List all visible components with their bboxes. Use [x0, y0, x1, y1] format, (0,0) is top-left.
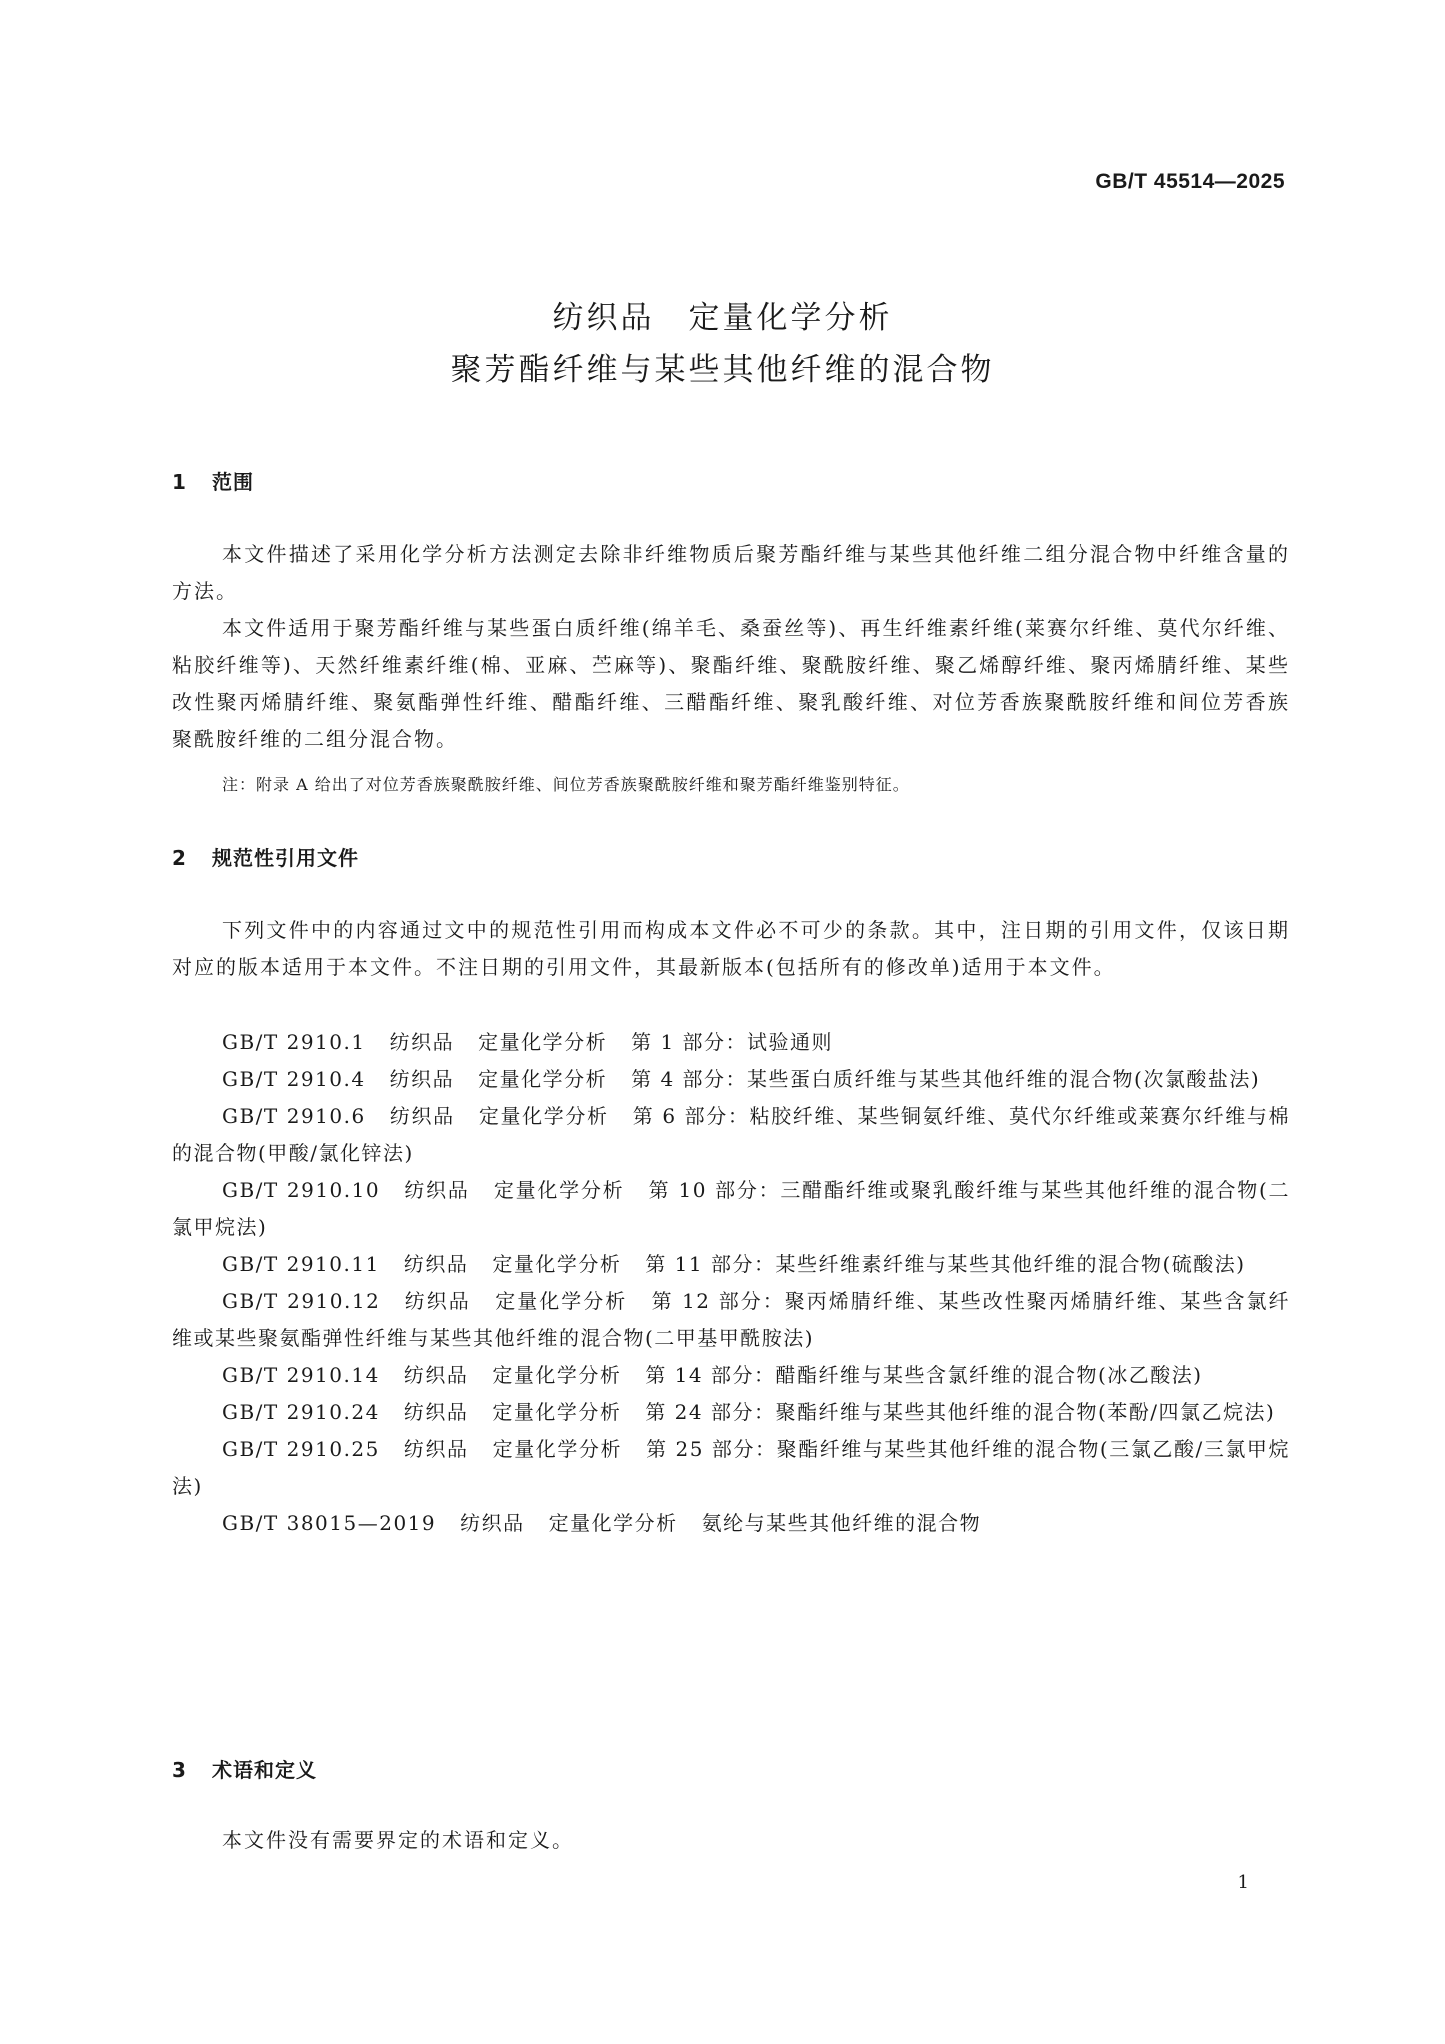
reference-title-part-2: 定量化学分析 [478, 1067, 608, 1091]
reference-code: GB/T 38015—2019 [222, 1511, 437, 1535]
reference-title-part-1: 纺织品 [404, 1178, 470, 1202]
reference-item [172, 1024, 1290, 1061]
scope-paragraph-2: 本文件适用于聚芳酯纤维与某些蛋白质纤维(绵羊毛、桑蚕丝等)、再生纤维素纤维(莱赛尔纤维、莫代尔纤维、粘胶纤维等)、天然纤维素纤维(棉、亚麻、苎麻等)、聚酯纤维、聚酰胺纤维、聚乙烯醇纤维、聚丙烯腈纤维、某些改性聚丙烯腈纤维、聚氨酯弹性纤维、醋酯纤维、三醋酯纤维、聚乳酸纤维、对位芳香族聚酰胺纤维和间位芳香族聚酰胺纤维的二组分混合物。 [172, 616, 1290, 751]
reference-title-part-3: 第 12 部分：聚丙烯腈纤维、某些改性聚丙烯腈纤维、某些含氯纤维或某些聚氨酯弹性纤维与某些其他纤维的混合物(二甲基甲酰胺法) [172, 1289, 1290, 1350]
reference-title-part-1: 纺织品 [403, 1437, 469, 1461]
standard-code: GB/T 45514—2025 [1095, 170, 1285, 193]
reference-code: GB/T 2910.12 [222, 1289, 381, 1313]
reference-code: GB/T 2910.14 [222, 1363, 380, 1387]
reference-title-part-3: 第 1 部分：试验通则 [631, 1030, 834, 1054]
reference-item [172, 1394, 1290, 1431]
reference-title-part-3: 第 10 部分：三醋酯纤维或聚乳酸纤维与某些其他纤维的混合物(二氯甲烷法) [172, 1178, 1291, 1239]
section-3-heading [172, 1754, 317, 1783]
reference-title-part-3: 第 6 部分：粘胶纤维、某些铜氨纤维、莫代尔纤维或莱赛尔纤维与棉的混合物(甲酸/氯化锌法) [172, 1104, 1290, 1165]
reference-title-part-1: 纺织品 [389, 1030, 455, 1054]
reference-title-part-2: 定量化学分析 [494, 1289, 628, 1313]
title-line-1: 纺织品 定量化学分析 [552, 300, 893, 336]
section-number: 3 [172, 1758, 187, 1782]
reference-title-part-1: 纺织品 [389, 1104, 455, 1128]
section-2-heading [172, 842, 359, 871]
reference-title-part-2: 定量化学分析 [492, 1437, 623, 1461]
reference-item [172, 1061, 1290, 1098]
reference-code: GB/T 2910.25 [222, 1437, 380, 1461]
reference-item [172, 1283, 1290, 1357]
reference-title-part-3: 第 4 部分：某些蛋白质纤维与某些其他纤维的混合物(次氯酸盐法) [631, 1067, 1261, 1091]
reference-item [172, 1505, 1290, 1542]
reference-code: GB/T 2910.10 [222, 1178, 381, 1202]
section-number: 2 [172, 846, 187, 870]
reference-title-part-1: 纺织品 [403, 1252, 469, 1276]
reference-title-part-2: 定量化学分析 [492, 1400, 622, 1424]
reference-title-part-3: 氨纶与某些其他纤维的混合物 [701, 1511, 982, 1535]
reference-code: GB/T 2910.1 [222, 1030, 366, 1054]
scope-paragraph-1: 本文件描述了采用化学分析方法测定去除非纤维物质后聚芳酯纤维与某些其他纤维二组分混合物中纤维含量的方法。 [172, 542, 1290, 603]
reference-item [172, 1246, 1290, 1283]
reference-item [172, 1172, 1290, 1246]
reference-title-part-1: 纺织品 [403, 1400, 469, 1424]
reference-title-part-3: 第 24 部分：聚酯纤维与某些其他纤维的混合物(苯酚/四氯乙烷法) [645, 1400, 1276, 1424]
reference-item [172, 1357, 1290, 1394]
normative-intro: 下列文件中的内容通过文中的规范性引用而构成本文件必不可少的条款。其中，注日期的引用文件，仅该日期对应的版本适用于本文件。不注日期的引用文件，其最新版本(包括所有的修改单)适用于本文件。 [172, 918, 1290, 979]
reference-code: GB/T 2910.6 [222, 1104, 366, 1128]
reference-title-part-1: 纺织品 [460, 1511, 525, 1535]
reference-title-part-2: 定量化学分析 [492, 1363, 622, 1387]
section-number: 1 [172, 470, 187, 494]
section-1-heading [172, 466, 254, 495]
reference-title-part-2: 定量化学分析 [478, 1104, 609, 1128]
scope-note: 注：附录 A 给出了对位芳香族聚酰胺纤维、间位芳香族聚酰胺纤维和聚芳酯纤维鉴别特征。 [222, 775, 910, 794]
document-title [0, 292, 1445, 396]
terms-paragraph: 本文件没有需要界定的术语和定义。 [222, 1828, 574, 1852]
reference-title-part-1: 纺织品 [389, 1067, 455, 1091]
reference-title-part-2: 定量化学分析 [493, 1178, 625, 1202]
reference-item [172, 1431, 1290, 1505]
reference-title-part-1: 纺织品 [404, 1289, 471, 1313]
page-number: 1 [1237, 1872, 1249, 1893]
reference-code: GB/T 2910.24 [222, 1400, 380, 1424]
title-line-2: 聚芳酯纤维与某些其他纤维的混合物 [450, 352, 995, 388]
reference-title-part-2: 定量化学分析 [478, 1030, 608, 1054]
reference-item [172, 1098, 1290, 1172]
reference-title-part-1: 纺织品 [403, 1363, 469, 1387]
section-title: 术语和定义 [212, 1758, 317, 1782]
reference-code: GB/T 2910.4 [222, 1067, 366, 1091]
reference-title-part-2: 定量化学分析 [492, 1252, 622, 1276]
reference-title-part-3: 第 11 部分：某些纤维素纤维与某些其他纤维的混合物(硫酸法) [645, 1252, 1246, 1276]
section-title: 规范性引用文件 [212, 846, 359, 870]
section-title: 范围 [212, 470, 254, 494]
reference-title-part-2: 定量化学分析 [548, 1511, 678, 1535]
reference-title-part-3: 第 25 部分：聚酯纤维与某些其他纤维的混合物(三氯乙酸/三氯甲烷法) [172, 1437, 1290, 1498]
reference-code: GB/T 2910.11 [222, 1252, 380, 1276]
reference-title-part-3: 第 14 部分：醋酯纤维与某些含氯纤维的混合物(冰乙酸法) [645, 1363, 1203, 1387]
reference-list [172, 1024, 1290, 1542]
